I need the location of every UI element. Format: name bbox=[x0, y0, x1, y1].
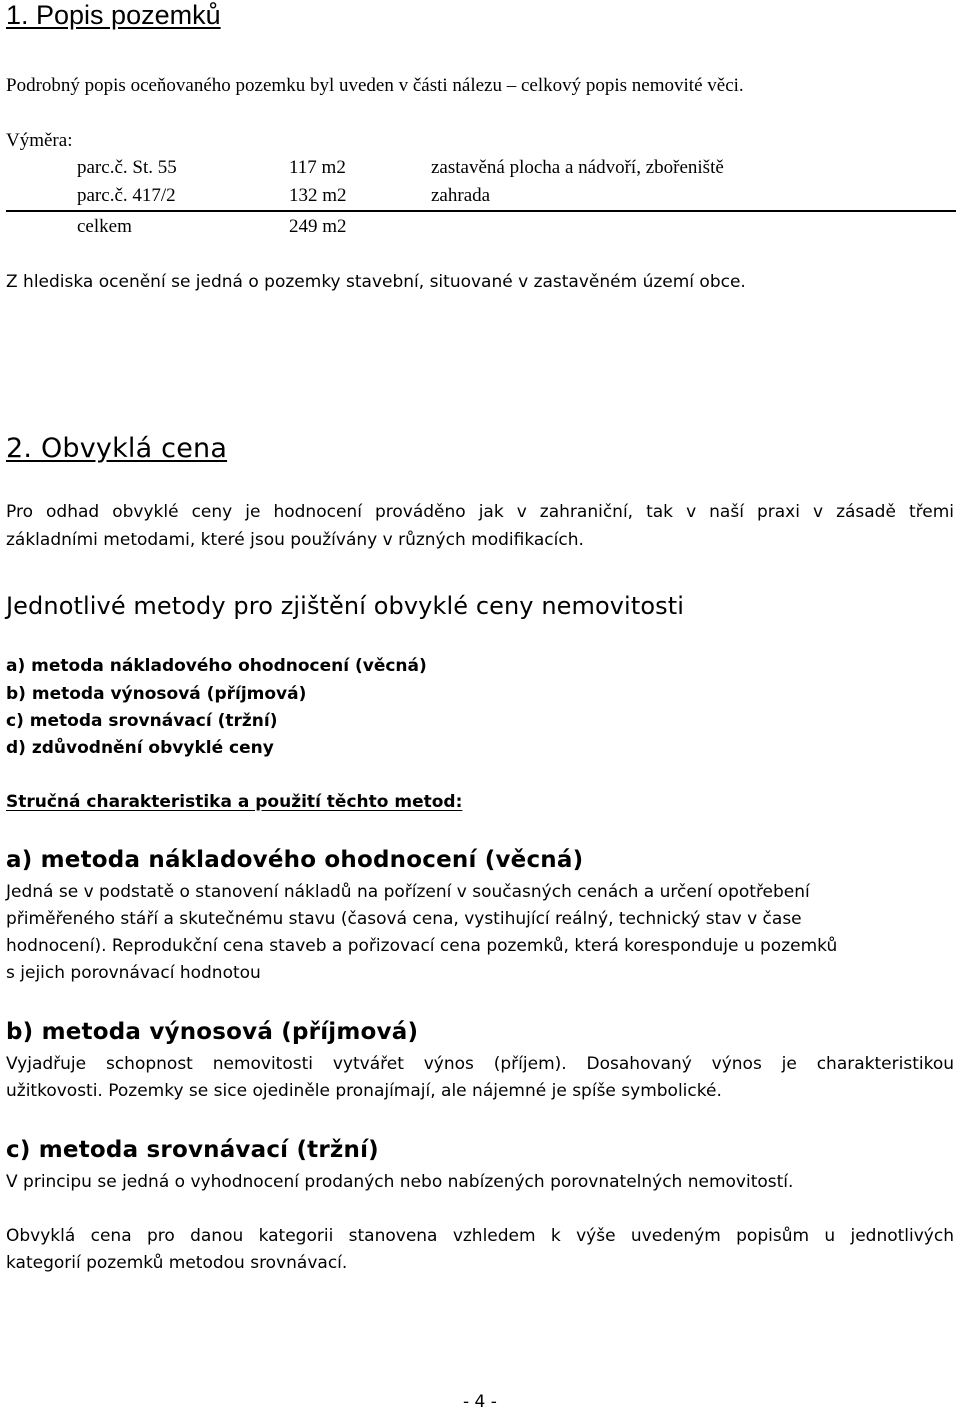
method-c-line: V principu se jedná o vyhodnocení prodaných nebo nabízených porovnatelných nemovitostí. bbox=[6, 1172, 794, 1192]
total-label: celkem bbox=[77, 216, 132, 237]
parcel-2-number: parc.č. 417/2 bbox=[77, 185, 176, 206]
section-1-heading: 1. Popis pozemků bbox=[6, 0, 221, 30]
total-area: 249 m2 bbox=[289, 216, 347, 237]
section-1-intro: Podrobný popis oceňovaného pozemku byl uveden v části nálezu – celkový popis nemovité věci. bbox=[6, 75, 744, 96]
method-b-line-2: užitkovosti. Pozemky se sice ojediněle pronajímají, ale nájemné je spíše symbolické. bbox=[6, 1081, 722, 1101]
estimate-paragraph-line-1: Pro odhad obvyklé ceny je hodnocení prováděno jak v zahraniční, tak v naší praxi v zásadě třemi bbox=[6, 502, 954, 522]
parcel-2-area: 132 m2 bbox=[289, 185, 347, 206]
total-divider bbox=[6, 210, 956, 212]
final-paragraph-line-1: Obvyklá cena pro danou kategorii stanovena vzhledem k výše uvedeným popisům u jednotlivých bbox=[6, 1226, 954, 1246]
method-item-b: b) metoda výnosová (příjmová) bbox=[6, 684, 307, 704]
method-a-line-2: přiměřeného stáří a skutečnému stavu (časová cena, vystihující reálný, technický stav v čase bbox=[6, 909, 802, 929]
parcel-2-description: zahrada bbox=[431, 185, 491, 206]
page-number: - 4 - bbox=[463, 1392, 497, 1412]
method-item-d: d) zdůvodnění obvyklé ceny bbox=[6, 738, 274, 758]
estimate-paragraph-line-2: základními metodami, které jsou používány v různých modifikacích. bbox=[6, 530, 584, 550]
methods-heading: Jednotlivé metody pro zjištění obvyklé ceny nemovitosti bbox=[6, 592, 685, 620]
parcel-1-number: parc.č. St. 55 bbox=[77, 157, 177, 178]
method-a-heading: a) metoda nákladového ohodnocení (věcná) bbox=[6, 847, 584, 873]
final-paragraph-line-2: kategorií pozemků metodou srovnávací. bbox=[6, 1253, 348, 1273]
area-label: Výměra: bbox=[6, 130, 73, 151]
section-2-heading: 2. Obvyklá cena bbox=[6, 433, 228, 464]
method-b-heading: b) metoda výnosová (příjmová) bbox=[6, 1019, 419, 1045]
method-item-a: a) metoda nákladového ohodnocení (věcná) bbox=[6, 656, 427, 676]
method-a-line-4: s jejich porovnávací hodnotou bbox=[6, 963, 261, 983]
parcel-1-description: zastavěná plocha a nádvoří, zbořeniště bbox=[431, 157, 724, 178]
method-c-heading: c) metoda srovnávací (tržní) bbox=[6, 1137, 379, 1163]
method-a-line-1: Jedná se v podstatě o stanovení nákladů na pořízení v současných cenách a určení opotřebení bbox=[6, 882, 810, 902]
summary-heading: Stručná charakteristika a použití těchto metod: bbox=[6, 792, 463, 812]
method-item-c: c) metoda srovnávací (tržní) bbox=[6, 711, 278, 731]
parcel-1-area: 117 m2 bbox=[289, 157, 346, 178]
method-a-line-3: hodnocení). Reprodukční cena staveb a pořizovací cena pozemků, která koresponduje u pozemků bbox=[6, 936, 838, 956]
method-b-line-1: Vyjadřuje schopnost nemovitosti vytvářet výnos (příjem). Dosahovaný výnos je charakteristikou bbox=[6, 1054, 954, 1074]
land-note: Z hlediska ocenění se jedná o pozemky stavební, situované v zastavěném území obce. bbox=[6, 272, 746, 292]
